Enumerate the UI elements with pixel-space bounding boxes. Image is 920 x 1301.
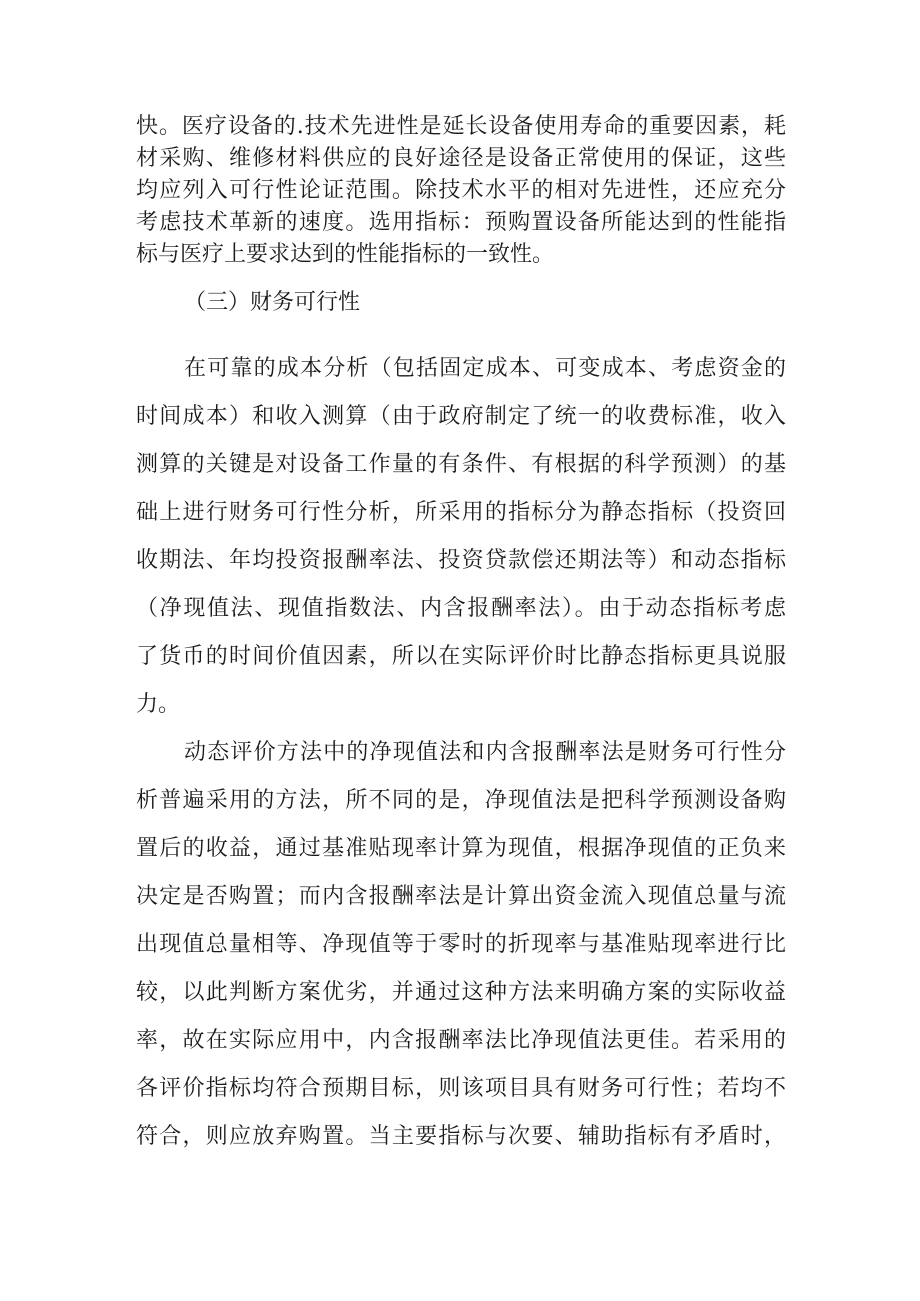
text-line: 析普遍采用的方法，所不同的是，净现值法是把科学预测设备购: [136, 788, 786, 813]
text-line: 础上进行财务可行性分析，所采用的指标分为静态指标（投资回: [136, 500, 786, 525]
text-line: 测算的关键是对设备工作量的有条件、有根据的科学预测）的基: [136, 452, 786, 477]
text-line: 标与医疗上要求达到的性能指标的一致性。: [136, 242, 555, 267]
text-line: 出现值总量相等、净现值等于零时的折现率与基准贴现率进行比: [136, 932, 786, 957]
text-line: 收期法、年均投资报酬率法、投资贷款偿还期法等）和动态指标: [136, 548, 786, 573]
text-line: 材采购、维修材料供应的良好途径是设备正常使用的保证，这些: [136, 146, 786, 171]
text-line: 考虑技术革新的速度。选用指标：预购置设备所能达到的性能指: [136, 210, 786, 235]
text-line: 快。医疗设备的.技术先进性是延长设备使用寿命的重要因素，耗: [136, 114, 786, 139]
text-line: （净现值法、现值指数法、内含报酬率法）。由于动态指标考虑: [136, 596, 786, 621]
text-line: 了货币的时间价值因素，所以在实际评价时比静态指标更具说服: [136, 644, 786, 669]
text-line: 在可靠的成本分析（包括固定成本、可变成本、考虑资金的: [184, 356, 786, 381]
text-line: 力。: [136, 692, 181, 717]
text-line: 决定是否购置；而内含报酬率法是计算出资金流入现值总量与流: [136, 884, 786, 909]
section-heading: （三）财务可行性: [184, 290, 361, 315]
text-line: 时间成本）和收入测算（由于政府制定了统一的收费标准，收入: [136, 404, 786, 429]
text-line: 各评价指标均符合预期目标，则该项目具有财务可行性；若均不: [136, 1076, 786, 1101]
text-line: 动态评价方法中的净现值法和内含报酬率法是财务可行性分: [184, 740, 786, 765]
text-line: 置后的收益，通过基准贴现率计算为现值，根据净现值的正负来: [136, 836, 786, 861]
text-line: 率，故在实际应用中，内含报酬率法比净现值法更佳。若采用的: [136, 1028, 786, 1053]
text-line: 符合，则应放弃购置。当主要指标与次要、辅助指标有矛盾时，: [136, 1124, 786, 1149]
text-line: 较，以此判断方案优劣，并通过这种方法来明确方案的实际收益: [136, 980, 786, 1005]
text-line: 均应列入可行性论证范围。除技术水平的相对先进性，还应充分: [136, 178, 786, 203]
